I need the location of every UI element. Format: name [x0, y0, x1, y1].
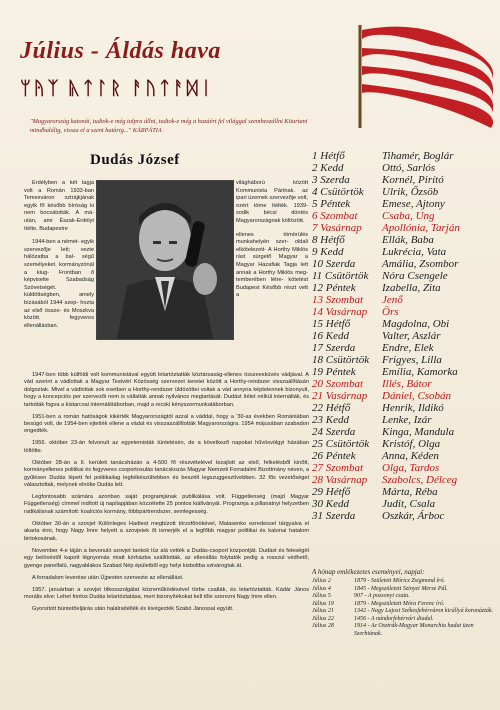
event-text: 1342 - Nagy Lajost Székesfehérváron királlyá koronázták.: [354, 608, 494, 614]
calendar-row: [312, 150, 497, 162]
calendar-row: [312, 474, 497, 486]
calendar-namedays: Ellák, Baba: [382, 234, 434, 246]
calendar-row: [312, 234, 497, 246]
calendar-day: 23 Kedd: [312, 414, 349, 426]
calendar-namedays: Emese, Ajtony: [382, 198, 445, 210]
paragraph: világháború között Kommunista Pártnak. az ipari üzemek szervezője volt, ezért törne ítélték. 1939- sodik bécsi döntés Magyarországnak költözött.: [236, 180, 308, 224]
calendar-row: [312, 330, 497, 342]
month-title: Július - Áldás hava: [20, 38, 221, 64]
calendar-day: 26 Péntek: [312, 450, 356, 462]
calendar-day: 9 Kedd: [312, 246, 344, 258]
calendar-row: [312, 294, 497, 306]
paragraph: ellenes tömörülés munkahelyén szer- oldali elkötelezett- A Horthy Miklós rást sürgető Magyar a Magyar Hazafiak Tagja lett annak a Horthy Miklós meg- temberében létre- kötetést Budapest Később részt vett a: [236, 231, 308, 299]
calendar-day: 12 Péntek: [312, 282, 356, 294]
paragraph: 1944-ben a német- egyik szervezője lett; vezte hálózatba a bal- ségű személyeket. kormányzónál a kiug- Frontban ő képviselte Szabadság Szövetségét. küldöttségben, amely bízásából 1944 szep- hozta az első össze- és Moszkva között. fegyveres ellenállásban.: [24, 239, 94, 329]
calendar-namedays: Kornél, Pirító: [382, 174, 444, 186]
calendar-day: 16 Kedd: [312, 330, 349, 342]
events-heading: A hónap emlékezetes eseményei, napjai:: [312, 568, 425, 576]
calendar-day: 5 Péntek: [312, 198, 351, 210]
day-calendar: [312, 150, 497, 522]
calendar-day: 6 Szombat: [312, 210, 358, 222]
calendar-day: 11 Csütörtök: [312, 270, 369, 282]
calendar-row: [312, 222, 497, 234]
paragraph: Október 28-án a II. kerületi tanácsházán a 4-500 fő részvételével lezajlott az első, felkelésből kinőtt, kormányellenes politikai és fegyveres csoportosulás tanácskozás Magyar Nemzeti Forradalmi Bizottmány néven, a gyűlésen Dudás lépett fel politikailag legfelkészültebben és beszélt legszuggesztívebben. 32 fős vezetőséget választottak, melynek elnöke Dudás lett.: [24, 459, 309, 489]
calendar-day: 3 Szerda: [312, 174, 350, 186]
calendar-namedays: Nóra Csengele: [382, 270, 448, 282]
calendar-row: [312, 210, 497, 222]
calendar-row: [312, 402, 497, 414]
event-text: 1879 - Megszületett Móra Ferenc író.: [354, 600, 445, 607]
event-row: [312, 601, 497, 609]
paragraph: A forradalom leverése után Újpesten szervezte az ellenállást.: [32, 574, 184, 581]
calendar-row: [312, 462, 497, 474]
event-date: Július 19: [312, 600, 334, 607]
calendar-namedays: Kinga, Mandula: [382, 426, 455, 438]
article-title: Dudás József: [90, 152, 180, 168]
article-middle-column: [236, 180, 308, 306]
calendar-day: 1 Hétfő: [312, 150, 345, 162]
calendar-day: 24 Szerda: [312, 426, 356, 438]
calendar-day: 10 Szerda: [312, 258, 356, 270]
calendar-row: [312, 246, 497, 258]
calendar-row: [312, 354, 497, 366]
calendar-row: [312, 450, 497, 462]
calendar-row: [312, 198, 497, 210]
man-on-phone-icon: [97, 181, 233, 339]
event-row: [312, 593, 497, 601]
article-left-column: [24, 180, 94, 336]
calendar-namedays: Henrik, Ildikó: [382, 402, 444, 414]
calendar-namedays: Frigyes, Lilla: [382, 354, 442, 366]
calendar-day: 29 Hétfő: [312, 486, 351, 498]
calendar-day: 2 Kedd: [312, 162, 344, 174]
calendar-namedays: Szabolcs, Délceg: [382, 474, 458, 486]
paragraph: 1957. januárban a szovjet titkosszolgálat közreműködésével törbe csalták, és letartóztatták. Kádár János morális elve: Lehet fontos Dudás letartóztatása, mert bizonyítékokat kell tőle szerezni Nagy Imre ellen.: [24, 586, 309, 600]
portrait-photo: [96, 180, 234, 340]
event-date: Július 2: [312, 578, 331, 584]
calendar-namedays: Márta, Réba: [382, 486, 438, 498]
calendar-row: [312, 426, 497, 438]
calendar-namedays: Olga, Tardos: [382, 462, 440, 474]
calendar-day: 20 Szombat: [312, 378, 364, 390]
event-row: [312, 608, 497, 616]
calendar-day: 15 Hétfő: [312, 318, 351, 330]
calendar-namedays: Judit, Csala: [382, 498, 436, 510]
calendar-namedays: Lenke, Izár: [382, 414, 432, 426]
calendar-namedays: Tihamér, Boglár: [382, 150, 454, 162]
calendar-day: 27 Szombat: [312, 462, 364, 474]
event-date: Július 21: [312, 608, 334, 614]
calendar-row: [312, 306, 497, 318]
event-text: 907 - A pozsonyi csata.: [354, 593, 410, 599]
calendar-day: 7 Vasárnap: [312, 222, 362, 234]
calendar-row: [312, 258, 497, 270]
calendar-namedays: Oszkár, Árboc: [382, 510, 445, 522]
calendar-namedays: Dániel, Csobán: [382, 390, 452, 402]
event-text: 1879 - Született Móricz Zsigmond író.: [354, 578, 445, 584]
calendar-day: 19 Péntek: [312, 366, 356, 378]
calendar-row: [312, 270, 497, 282]
calendar-day: 21 Vasárnap: [312, 390, 368, 402]
paragraph: November 4-e táján a bevonuló szovjet tankok tüz alá vették a Dudás-csoport központját. Dudást és feleségét egy belövéstől kapott légnyomás miatt kórházba szállították, az ellenállás folytatók pedig a rosszul védhető, gyenge panelfalú, nagyablakos Szabad Nép épületből egy helyi kisboltba szivárogtak át.: [24, 547, 309, 569]
article-body: [24, 372, 309, 618]
calendar-day: 4 Csütörtök: [312, 186, 364, 198]
calendar-namedays: Amália, Zsombor: [382, 258, 459, 270]
calendar-day: 30 Kedd: [312, 498, 349, 510]
calendar-day: 31 Szerda: [312, 510, 356, 522]
calendar-namedays: Csaba, Ung: [382, 210, 435, 222]
calendar-row: [312, 390, 497, 402]
calendar-namedays: Kristóf, Olga: [382, 438, 441, 450]
calendar-namedays: Örs: [382, 306, 399, 318]
calendar-namedays: Endre, Elek: [382, 342, 434, 354]
calendar-namedays: Illés, Bátor: [382, 378, 432, 390]
calendar-namedays: Lukrécia, Vata: [382, 246, 447, 258]
calendar-day: 18 Csütörtök: [312, 354, 370, 366]
quote-text: "Magyarország katonái, tudtok-e még talpra állni, tudtok-e még a hazáért fel világgal szembeszállni Kitartani mindhalálig, vissza el a szent határig..." KÁRPÁTIA: [30, 118, 308, 134]
events-list: [312, 578, 497, 638]
calendar-day: 8 Hétfő: [312, 234, 345, 246]
calendar-row: [312, 414, 497, 426]
calendar-row: [312, 342, 497, 354]
paragraph: Gyorsított büntetőeljárás után halálraítélték és kivégezték Szabó Jánossal együtt.: [32, 605, 234, 612]
calendar-row: [312, 186, 497, 198]
calendar-namedays: Valter, Aszlár: [382, 330, 441, 342]
calendar-day: 14 Vasárnap: [312, 306, 368, 318]
calendar-namedays: Magdolna, Obi: [382, 318, 450, 330]
calendar-day: 13 Szombat: [312, 294, 364, 306]
paragraph: Legfontosabb számára azonban saját programjának publikálása volt. Függetlenség (majd Magyar Függetlenség) címmel indított új napilapjában közzétette 25 pontos kiáltványát. Programja a pillanatnyi helyzetben radikálisnak számított: koalíciós kormány, többpártrendszer, semlegesség.: [24, 494, 309, 515]
calendar-row: [312, 162, 497, 174]
paragraph: 1956. október 23-án felvonult az egyetemisták tüntetésén, de a következő napokat hűvösvölgyi házában töltötte.: [24, 440, 309, 454]
calendar-row: [312, 318, 497, 330]
calendar-namedays: Emília, Kamorka: [382, 366, 458, 378]
calendar-day: 17 Szerda: [312, 342, 356, 354]
calendar-row: [312, 174, 497, 186]
calendar-row: [312, 378, 497, 390]
event-date: Július 22: [312, 615, 334, 622]
arpad-flag-icon: [345, 20, 495, 130]
calendar-namedays: Izabella, Zita: [382, 282, 441, 294]
event-row: [312, 623, 497, 638]
paragraph: 1947-ben több külföldi volt kommunistával együtt letartóztatták köztársaság-ellenes összeesküvés vádjával. A vád szerint a vádlottak a Magyar Testvéri Közösség szervezet keretei között a Horthy-rendszer visszaállításán dolgoztak. Mivel a vádlottak sok esetben a Horthy-rendszer üldözöttei voltak a vád annyira képtelennek bizonyult, hogy a koncepciós per szervezői nem is vállalták annak nyilvános megtartását. Dudást ítélet nélkül internálták, és tartották fogva a kistarcsai internálótáborban, majd a recski kényszermunkatáborban.: [24, 372, 309, 408]
calendar-namedays: Anna, Kéden: [382, 450, 439, 462]
calendar-row: [312, 498, 497, 510]
runic-title: ᛘᚤᛉ ᚣᛏᛚᚱ ᚨᚢᛏᚨᛞᛁ: [20, 78, 215, 98]
calendar-row: [312, 438, 497, 450]
event-date: Július 5: [312, 593, 331, 599]
calendar-row: [312, 486, 497, 498]
calendar-row: [312, 510, 497, 522]
calendar-day: 25 Csütörtök: [312, 438, 370, 450]
calendar-namedays: Jenő: [382, 294, 403, 306]
event-date: Július 4: [312, 585, 331, 592]
event-text: 1914 - Az Osztrák-Magyar Monarchia hadat üzen Szerbiának.: [354, 623, 474, 637]
event-text: 1456 - A nándorfehérvári diadal.: [354, 615, 434, 622]
calendar-day: 22 Hétfő: [312, 402, 351, 414]
calendar-row: [312, 282, 497, 294]
event-date: Július 28: [312, 623, 334, 629]
paragraph: 1951-ben a román hatóságok kikérték Magyarországtól azzal a váddal, hogy a '30-as években Romániában besúgó volt, de 1954-ben ejtették ellene a vádat és visszaszállították Magyarországra. 1954 májusában szabadon engedték.: [24, 413, 309, 435]
calendar-row: [312, 366, 497, 378]
calendar-namedays: Ulrik, Őzsöb: [382, 186, 439, 198]
calendar-day: 28 Vasárnap: [312, 474, 368, 486]
event-text: 1845 - Megszületett Szinyei Merse Pál.: [354, 585, 448, 592]
calendar-namedays: Ottó, Sarlós: [382, 162, 436, 174]
event-row: [312, 616, 497, 624]
calendar-namedays: Apollónia, Tarján: [382, 222, 460, 234]
event-row: [312, 578, 497, 586]
paragraph: Október 30-án a szovjet Különleges Hadtest megbízott törzsfőnökével, Malasenko ezredessel tárgyalva el akarta érni, hogy Nagy Imre helyett a szovjetek őt ismerjék el a legfőbb magyar politikai és katonai hatalom birtokosának.: [24, 520, 309, 542]
event-row: [312, 586, 497, 594]
paragraph: Erdélyben a két tagja volt a Román 1933-ban Temesváron sztrájkjának egyik fő később bíróság ki nem bocsátották. A má- után, ami Észak-Erdélyt ítélte, Budapestre: [24, 180, 94, 232]
